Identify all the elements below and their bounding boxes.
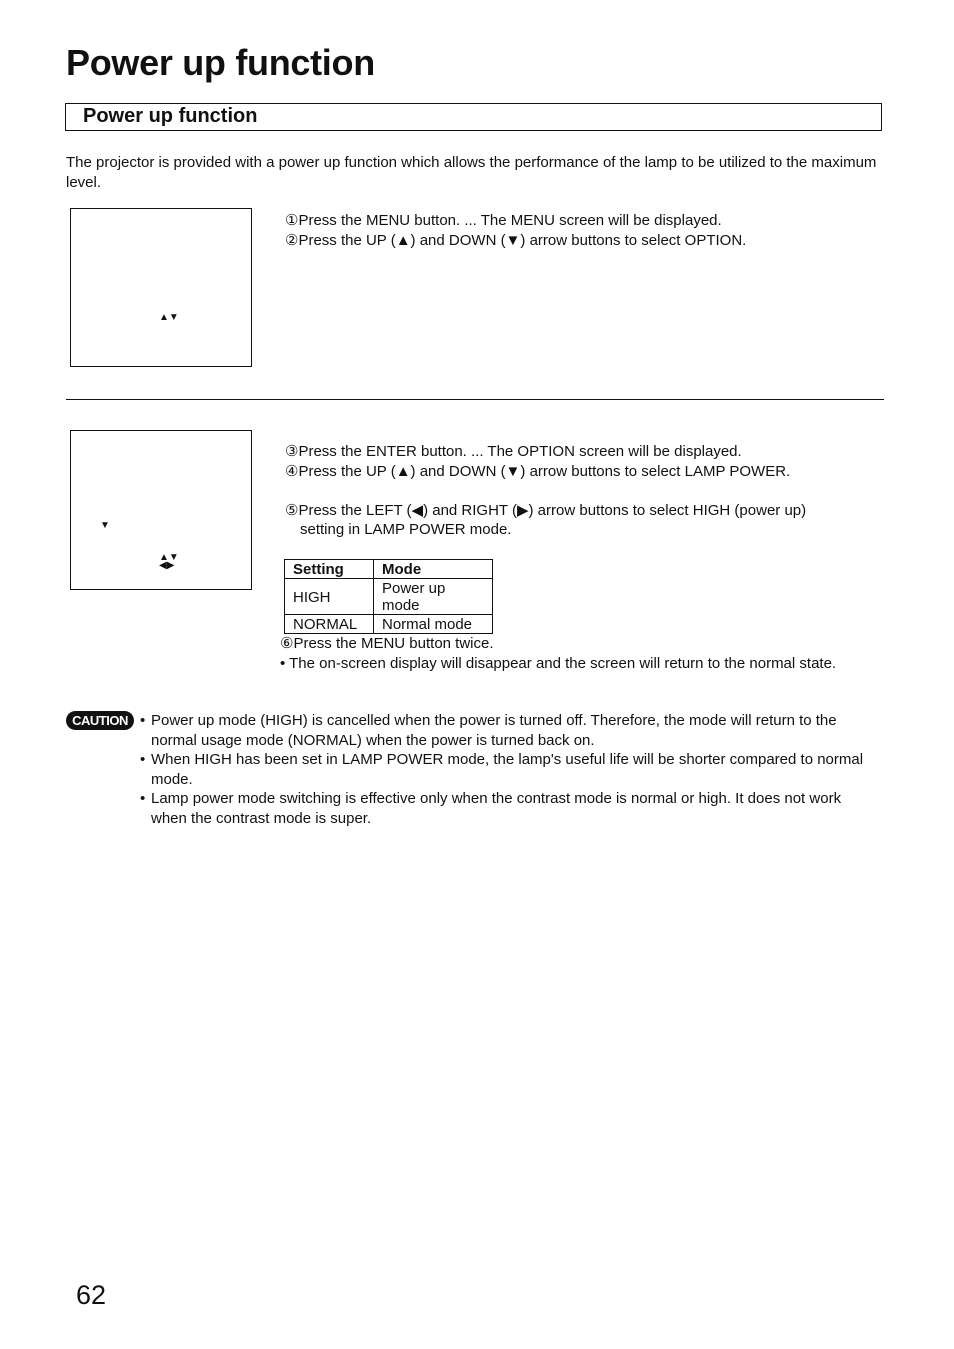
caution-item-text: When HIGH has been set in LAMP POWER mode, the lamp's useful life will be shorter compared to normal mode. xyxy=(151,751,864,788)
settings-table xyxy=(284,559,493,634)
step-1: ①Press the MENU button. ... The MENU screen will be displayed. xyxy=(285,212,722,229)
steps-group-3 xyxy=(280,634,920,673)
up-down-arrow-icon: ▲▼ xyxy=(159,312,179,323)
steps-group-2 xyxy=(285,442,905,540)
steps-group-1 xyxy=(285,211,905,250)
table-cell: NORMAL xyxy=(285,615,374,634)
table-row xyxy=(285,579,493,615)
step-5-continued: setting in LAMP POWER mode. xyxy=(300,521,512,538)
caution-item-text: Lamp power mode switching is effective only when the contrast mode is normal or high. It does not work when the contrast mode is super. xyxy=(151,790,842,827)
caution-item xyxy=(140,711,870,750)
table-cell: Power up mode xyxy=(374,579,493,615)
divider xyxy=(66,399,884,400)
page-number: 62 xyxy=(76,1280,107,1310)
bullet-icon: • xyxy=(140,790,146,807)
intro-paragraph: The projector is provided with a power up function which allows the performance of the lamp to be utilized to the maximum level. xyxy=(66,154,877,191)
section-header-box xyxy=(65,103,882,131)
caution-item-text: Power up mode (HIGH) is cancelled when the power is turned off. Therefore, the mode will return to the normal usage mode (NORMAL) when the power is turned back on. xyxy=(151,712,837,749)
table-row xyxy=(285,615,493,634)
page-title: Power up function xyxy=(66,42,375,83)
step-4: ④Press the UP (▲) and DOWN (▼) arrow buttons to select LAMP POWER. xyxy=(285,462,791,480)
bullet-icon: • xyxy=(140,751,146,768)
step-2: ②Press the UP (▲) and DOWN (▼) arrow buttons to select OPTION. xyxy=(285,231,747,249)
caution-item xyxy=(140,750,870,789)
step-5: ⑤Press the LEFT (◀) and RIGHT (▶) arrow buttons to select HIGH (power up) xyxy=(285,501,807,519)
step-6: ⑥Press the MENU button twice. xyxy=(280,635,494,652)
table-cell: HIGH xyxy=(285,579,374,615)
down-arrow-icon: ▼ xyxy=(100,520,110,531)
table-header-mode: Mode xyxy=(374,560,493,579)
option-screen-illustration xyxy=(70,430,252,590)
section-title: Power up function xyxy=(83,105,258,127)
step-6-note: • The on-screen display will disappear and the screen will return to the normal state. xyxy=(280,654,837,672)
caution-item xyxy=(140,789,870,828)
menu-screen-illustration xyxy=(70,208,252,367)
caution-badge: CAUTION xyxy=(66,711,134,730)
table-cell: Normal mode xyxy=(374,615,493,634)
table-header-row xyxy=(285,560,493,579)
bullet-icon: • xyxy=(140,712,146,729)
step-3: ③Press the ENTER button. ... The OPTION screen will be displayed. xyxy=(285,443,742,460)
four-way-arrow-icon: ▲▼ ◀▶ xyxy=(159,552,179,571)
table-header-setting: Setting xyxy=(285,560,374,579)
caution-list xyxy=(140,711,870,828)
